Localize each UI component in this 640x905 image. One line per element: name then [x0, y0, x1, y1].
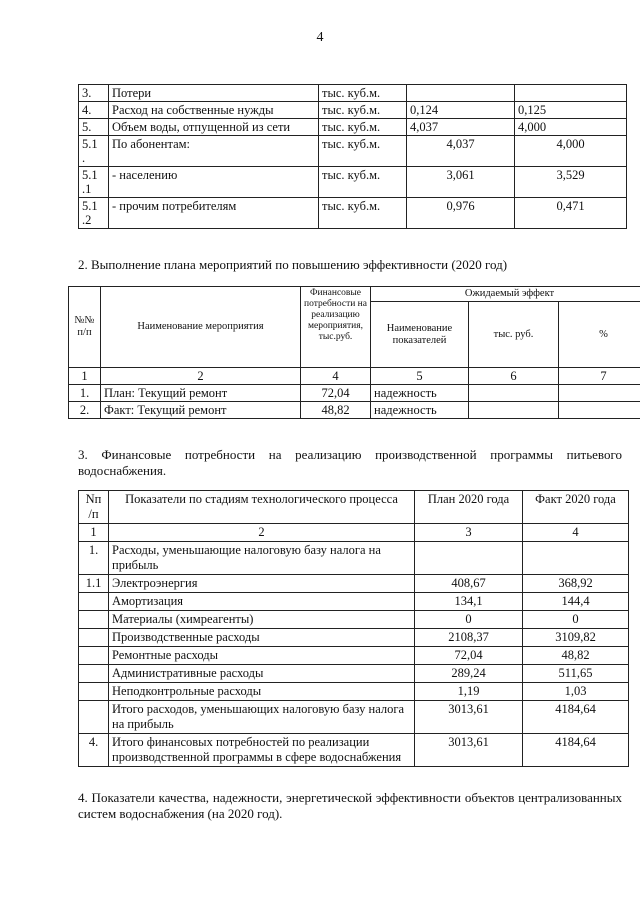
row-name: - прочим потребителям: [109, 198, 319, 229]
row-fact: 0: [523, 611, 629, 629]
row-unit: тыс. куб.м.: [319, 85, 407, 102]
section3-heading: 3. Финансовые потребности на реализацию производственной программы питьевого водоснабжения.: [78, 447, 622, 478]
row-plan: 4,037: [407, 136, 515, 167]
row-plan: 289,24: [415, 665, 523, 683]
section2-heading: 2. Выполнение плана мероприятий по повышению эффективности (2020 год): [78, 257, 508, 272]
fin-col-fact-header: Факт 2020 года: [523, 491, 629, 524]
table-row: [79, 575, 629, 593]
table-row: [79, 701, 629, 734]
row-name: - населению: [109, 167, 319, 198]
row-fact: 144,4: [523, 593, 629, 611]
row-fact: [523, 542, 629, 575]
row-finance: 48,82: [301, 402, 371, 419]
row-number: 1.: [69, 385, 101, 402]
table-row: [69, 385, 640, 402]
table-row: [79, 647, 629, 665]
table-row: [79, 665, 629, 683]
row-plan: 4,037: [407, 119, 515, 136]
row-name: Административные расходы: [109, 665, 415, 683]
row-unit: тыс. куб.м.: [319, 102, 407, 119]
row-plan: [407, 85, 515, 102]
col-name-header: Наименование мероприятия: [101, 287, 301, 368]
row-plan: 0,124: [407, 102, 515, 119]
fin-col-plan-header: План 2020 года: [415, 491, 523, 524]
row-name: Факт: Текущий ремонт: [101, 402, 301, 419]
row-unit: тыс. куб.м.: [319, 119, 407, 136]
row-name: Электроэнергия: [109, 575, 415, 593]
table-row: [79, 119, 627, 136]
fin-col-num-header: Nп /п: [79, 491, 109, 524]
row-number: [79, 593, 109, 611]
row-number: [79, 665, 109, 683]
row-percent: [559, 402, 640, 419]
table-row: [79, 198, 627, 229]
index-cell: 3: [415, 524, 523, 542]
row-fact: 0,125: [515, 102, 627, 119]
row-fact: 4184,64: [523, 734, 629, 767]
col-num-header: №№ п/п: [69, 287, 101, 368]
row-number: 5.1 .2: [79, 198, 109, 229]
row-name: Объем воды, отпущенной из сети: [109, 119, 319, 136]
row-name: Итого расходов, уменьшающих налоговую базу налога на прибыль: [109, 701, 415, 734]
row-number: [79, 629, 109, 647]
row-plan: 1,19: [415, 683, 523, 701]
row-name: Расход на собственные нужды: [109, 102, 319, 119]
row-unit: тыс. куб.м.: [319, 198, 407, 229]
fin-col-name-header: Показатели по стадиям технологического процесса: [109, 491, 415, 524]
index-cell: 1: [69, 368, 101, 385]
row-number: 5.1 .1: [79, 167, 109, 198]
index-cell: 2: [101, 368, 301, 385]
finance-table: [78, 490, 629, 767]
row-name: План: Текущий ремонт: [101, 385, 301, 402]
col-percent-header: %: [559, 302, 640, 368]
index-cell: 7: [559, 368, 640, 385]
row-indicator: надежность: [371, 402, 469, 419]
row-plan: 0,976: [407, 198, 515, 229]
row-number: 5.1 .: [79, 136, 109, 167]
row-number: [79, 647, 109, 665]
row-finance: 72,04: [301, 385, 371, 402]
col-rub-header: тыс. руб.: [469, 302, 559, 368]
row-number: 5.: [79, 119, 109, 136]
index-cell: 4: [523, 524, 629, 542]
row-number: 1.: [79, 542, 109, 575]
index-cell: 6: [469, 368, 559, 385]
table-row: [79, 683, 629, 701]
row-fact: 3109,82: [523, 629, 629, 647]
row-fact: 0,471: [515, 198, 627, 229]
row-name: Ремонтные расходы: [109, 647, 415, 665]
table-row: [79, 629, 629, 647]
row-unit: тыс. куб.м.: [319, 167, 407, 198]
row-number: 2.: [69, 402, 101, 419]
row-plan: 0: [415, 611, 523, 629]
row-indicator: надежность: [371, 385, 469, 402]
row-fact: 1,03: [523, 683, 629, 701]
col-effect-header: Ожидаемый эффект: [371, 287, 640, 302]
row-name: Итого финансовых потребностей по реализации производственной программы в сфере водоснабжения: [109, 734, 415, 767]
row-rub: [469, 385, 559, 402]
page-number: 4: [316, 30, 324, 45]
row-rub: [469, 402, 559, 419]
col-finance-header: Финансовые потребности на реализацию мероприятия, тыс.руб.: [301, 287, 371, 368]
index-row: [79, 524, 629, 542]
index-row: [69, 368, 640, 385]
col-indicator-header: Наименование показателей: [371, 302, 469, 368]
index-cell: 1: [79, 524, 109, 542]
row-unit: тыс. куб.м.: [319, 136, 407, 167]
row-fact: 48,82: [523, 647, 629, 665]
row-percent: [559, 385, 640, 402]
row-plan: 72,04: [415, 647, 523, 665]
row-number: [79, 611, 109, 629]
row-plan: 3013,61: [415, 701, 523, 734]
section4-heading: 4. Показатели качества, надежности, энергетической эффективности объектов централизованных систем водоснабжения (на 2020 год).: [78, 790, 622, 821]
row-number: 3.: [79, 85, 109, 102]
balance-table: [78, 84, 627, 229]
row-number: [79, 683, 109, 701]
row-fact: [515, 85, 627, 102]
table-row: [79, 593, 629, 611]
table-row: [79, 102, 627, 119]
table-row: [79, 542, 629, 575]
row-name: По абонентам:: [109, 136, 319, 167]
row-fact: 4184,64: [523, 701, 629, 734]
row-plan: 3013,61: [415, 734, 523, 767]
table-row: [79, 136, 627, 167]
row-plan: 3,061: [407, 167, 515, 198]
row-fact: 4,000: [515, 119, 627, 136]
row-plan: 408,67: [415, 575, 523, 593]
row-plan: 134,1: [415, 593, 523, 611]
row-name: Потери: [109, 85, 319, 102]
row-fact: 4,000: [515, 136, 627, 167]
row-name: Расходы, уменьшающие налоговую базу налога на прибыль: [109, 542, 415, 575]
row-fact: 368,92: [523, 575, 629, 593]
row-plan: 2108,37: [415, 629, 523, 647]
index-cell: 2: [109, 524, 415, 542]
row-name: Амортизация: [109, 593, 415, 611]
row-number: 4.: [79, 102, 109, 119]
efficiency-table: [68, 286, 640, 419]
row-name: Материалы (химреагенты): [109, 611, 415, 629]
table-row: [79, 167, 627, 198]
row-number: 1.1: [79, 575, 109, 593]
row-number: 4.: [79, 734, 109, 767]
row-plan: [415, 542, 523, 575]
table-row: [79, 611, 629, 629]
row-name: Неподконтрольные расходы: [109, 683, 415, 701]
row-number: [79, 701, 109, 734]
row-name: Производственные расходы: [109, 629, 415, 647]
index-cell: 4: [301, 368, 371, 385]
table-row: [69, 402, 640, 419]
index-cell: 5: [371, 368, 469, 385]
table-row: [79, 734, 629, 767]
row-fact: 3,529: [515, 167, 627, 198]
table-row: [79, 85, 627, 102]
row-fact: 511,65: [523, 665, 629, 683]
